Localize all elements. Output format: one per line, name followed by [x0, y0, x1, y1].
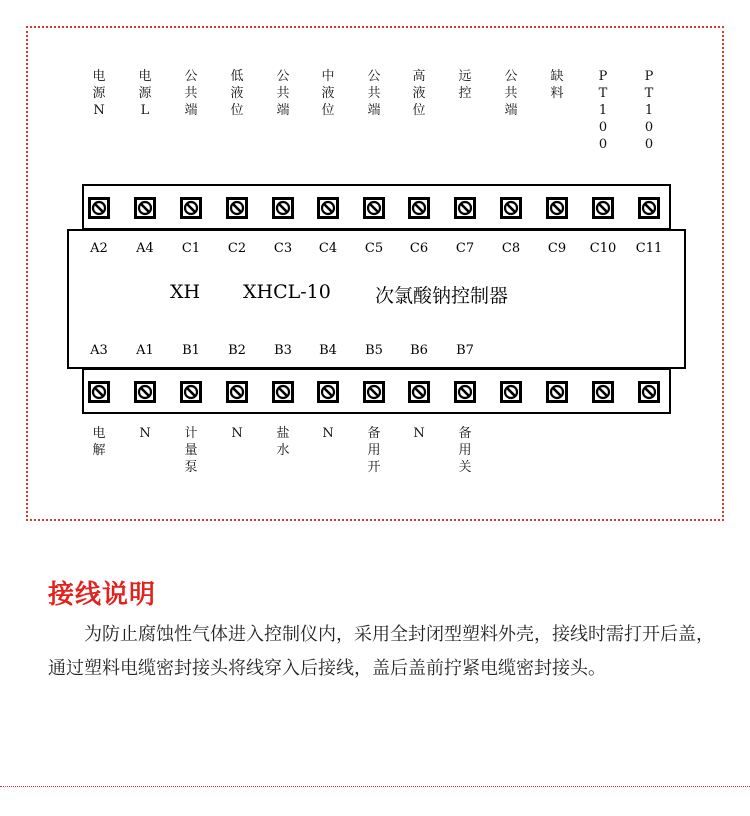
screw-icon — [180, 197, 202, 219]
terminal-code-top: A2 — [90, 241, 108, 256]
screw-icon — [592, 381, 614, 403]
bottom-label: 盐 水 — [276, 426, 290, 458]
bottom-label: N — [139, 426, 151, 441]
terminal-code-top: C6 — [409, 241, 429, 256]
device-model: XHCL-10 — [243, 281, 331, 303]
terminal-code-bottom: B2 — [228, 343, 246, 358]
terminal-code-bottom: A3 — [90, 343, 108, 358]
controller-body — [67, 229, 686, 369]
top-label: 电 源 L — [138, 69, 152, 118]
bottom-label: 电 解 — [92, 426, 106, 458]
screw-icon — [226, 197, 248, 219]
bottom-label: N — [231, 426, 243, 441]
screw-icon — [408, 381, 430, 403]
screw-icon — [317, 197, 339, 219]
bottom-label: 备 用 开 — [367, 426, 381, 475]
terminal-code-top: C7 — [455, 241, 475, 256]
terminal-code-top: C3 — [273, 241, 293, 256]
screw-icon — [454, 381, 476, 403]
terminal-code-bottom: B7 — [456, 343, 474, 358]
screw-icon — [454, 197, 476, 219]
terminal-code-bottom: B6 — [410, 343, 428, 358]
top-label: 电 源 N — [92, 69, 106, 118]
device-name: 次氯酸钠控制器 — [375, 285, 509, 307]
terminal-code-bottom: B4 — [319, 343, 337, 358]
terminal-code-top: C4 — [318, 241, 338, 256]
screw-icon — [500, 197, 522, 219]
screw-icon — [592, 197, 614, 219]
bottom-label: N — [322, 426, 334, 441]
terminal-code-top: C2 — [227, 241, 247, 256]
screw-icon — [546, 381, 568, 403]
terminal-code-bottom: B5 — [365, 343, 383, 358]
top-label: 公 共 端 — [276, 69, 290, 118]
top-label: 中 液 位 — [321, 69, 335, 118]
device-brand: XH — [170, 281, 201, 303]
screw-icon — [500, 381, 522, 403]
top-label: 高 液 位 — [412, 69, 426, 118]
screw-icon — [638, 197, 660, 219]
screw-icon — [134, 381, 156, 403]
bottom-terminal-strip — [82, 368, 671, 414]
top-label: 远 控 — [458, 69, 472, 101]
top-label: 公 共 端 — [184, 69, 198, 118]
terminal-code-bottom: A1 — [136, 343, 154, 358]
terminal-code-top: C1 — [181, 241, 201, 256]
screw-icon — [88, 381, 110, 403]
terminal-code-top: C5 — [364, 241, 384, 256]
screw-icon — [363, 197, 385, 219]
screw-icon — [180, 381, 202, 403]
screw-icon — [363, 381, 385, 403]
bottom-label: 计 量 泵 — [184, 426, 198, 475]
terminal-code-bottom: B3 — [274, 343, 292, 358]
top-label: 公 共 端 — [504, 69, 518, 118]
top-label: P T 1 0 0 — [598, 69, 608, 152]
top-terminal-strip — [82, 184, 671, 230]
terminal-code-top: A4 — [136, 241, 154, 256]
section-title: 接线说明 — [48, 580, 157, 610]
top-label: 低 液 位 — [230, 69, 244, 118]
screw-icon — [546, 197, 568, 219]
top-label: P T 1 0 0 — [644, 69, 654, 152]
divider — [0, 786, 750, 787]
screw-icon — [317, 381, 339, 403]
screw-icon — [408, 197, 430, 219]
wiring-description: 为防止腐蚀性气体进入控制仪内，采用全封闭型塑料外壳，接线时需打开后盖，通过塑料电缆密封接头将线穿入后接线，盖后盖前拧紧电缆密封接头。 — [48, 624, 714, 679]
terminal-code-top: C11 — [635, 241, 663, 256]
terminal-code-top: C10 — [589, 241, 617, 256]
screw-icon — [226, 381, 248, 403]
screw-icon — [272, 381, 294, 403]
bottom-label: N — [413, 426, 425, 441]
terminal-code-bottom: B1 — [182, 343, 200, 358]
top-label: 缺 料 — [550, 69, 564, 101]
terminal-code-top: C8 — [501, 241, 521, 256]
screw-icon — [134, 197, 156, 219]
bottom-label: 备 用 关 — [458, 426, 472, 475]
top-label: 公 共 端 — [367, 69, 381, 118]
screw-icon — [638, 381, 660, 403]
screw-icon — [272, 197, 294, 219]
terminal-code-top: C9 — [547, 241, 567, 256]
screw-icon — [88, 197, 110, 219]
